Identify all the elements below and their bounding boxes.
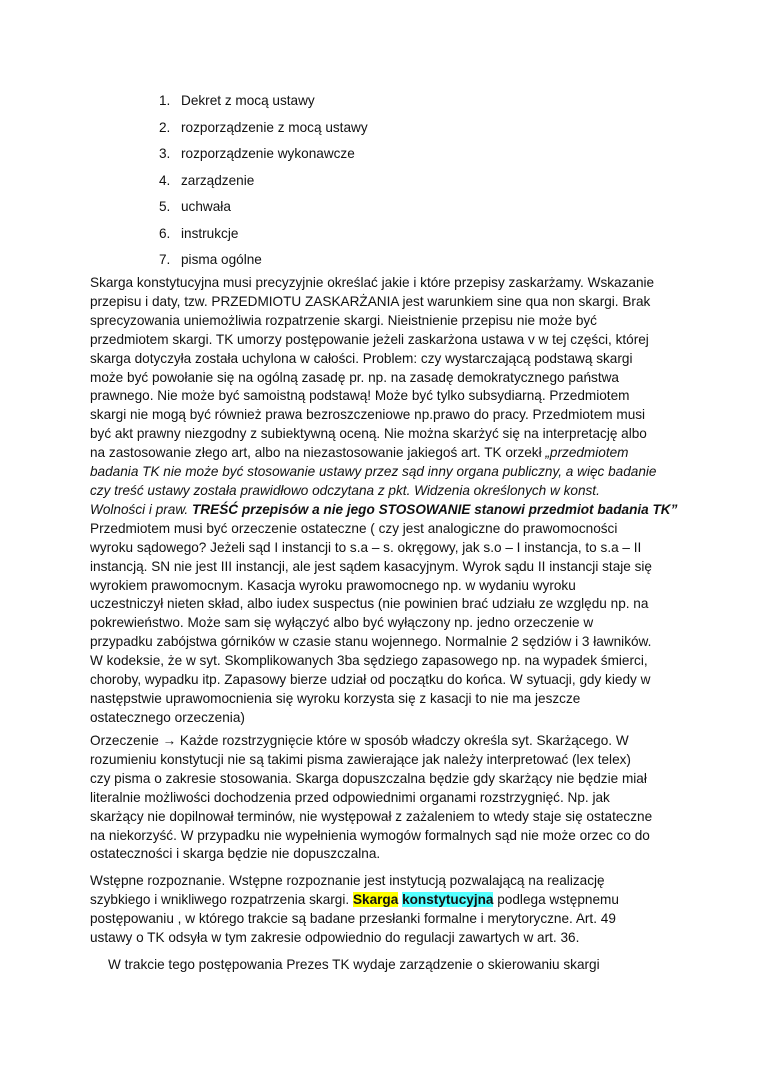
text-line: szybkiego i wnikliwego rozpatrzenia skargi. Skarga konstytucyjna podlega wstępnemu	[90, 891, 619, 907]
list-item: 4. zarządzenie	[159, 172, 255, 188]
paragraph-preliminary-review: Wstępne rozpoznanie. Wstępne rozpoznanie jest instytucją pozwalającą na realizację szybkiego i wnikliwego rozpatrzenia skargi. Skarga konstytucyjna podlega wstępnemu postępowaniu , w którego trakcie są badane przesłanki formalne i merytoryczne. Art. 49 ustawy o TK odsyła w tym zakresie odpowiednio do regulacji zawartych w art. 36.	[90, 872, 678, 948]
paragraph-procedure: W trakcie tego postępowania Prezes TK wydaje zarządzenie o skierowaniu skargi	[108, 957, 600, 972]
list-item: 5. uchwała	[159, 199, 231, 214]
list-item: 7. pisma ogólne	[159, 252, 262, 267]
text-line: Wolności i praw. TREŚĆ przepisów a nie jego STOSOWANIE stanowi przedmiot badania TK”	[90, 501, 678, 517]
list-item: 6. instrukcje	[159, 225, 239, 241]
highlight-yellow: Skarga	[352, 891, 399, 907]
list-item: 3. rozporządzenie wykonawcze	[159, 146, 355, 161]
numbered-list	[159, 88, 368, 274]
list-item: 2. rozporządzenie z mocą ustawy	[159, 119, 368, 135]
bold-italic-quote: TREŚĆ przepisów a nie jego STOSOWANIE stanowi przedmiot badania TK”	[192, 501, 678, 517]
text-line: na zastosowanie złego art, albo na niezastosowanie jakiegoś art. TK orzekł „przedmiotem	[90, 445, 629, 461]
highlight-cyan: konstytucyjna	[402, 891, 494, 907]
list-item: 1. Dekret z mocą ustawy	[159, 93, 315, 108]
paragraph-constitutional-complaint: Skarga konstytucyjna musi precyzyjnie określać jakie i które przepisy zaskarżamy. Wskazanie przepisu i daty, tzw. PRZEDMIOTU ZASKARŻANIA jest warunkiem sine qua non skargi. Brak sprecyzowania uniemożliwia rozpatrzenie skargi. Nieistnienie przepisu nie może być przedmiotem skargi. TK umorzy postępowanie jeżeli zaskarżona ustawa v w tej części, której skarga dotyczyła została uchylona w całości. Problem: czy wystarczającą podstawą skargi może być powołanie się na ogólną zasadę pr. np. na zasadę demokratycznego państwa prawnego. Nie może być samoistną podstawą! Może być tylko subsydiarną. Przedmiotem skargi nie mogą być również prawa bezroszczeniowe np.prawo do pracy. Przedmiotem musi być akt prawny niezgodny z subiektywną oceną. Nie można skarżyć się na interpretację albo na zastosowanie złego art, albo na niezastosowanie jakiegoś art. TK orzekł „przedmiotem badania TK nie może być stosowanie ustawy przez sąd inny organa publiczny, a więc badanie czy treść ustawy została prawidłowo odczytana z pkt. Widzenia określonych w konst. Wolności i praw. TREŚĆ przepisów a nie jego STOSOWANIE stanowi przedmiot badania TK” Przedmiotem musi być orzeczenie ostateczne ( czy jest analogiczne do prawomocności wyroku sądowego? Jeżeli sąd I instancji to s.a – s. okręgowy, jak s.o – I instancja, to s.a – II instancją. SN nie jest III instancji, ale jest sądem kasacyjnym. Wyrok sądu II instancji staje się wyrokiem prawomocnym. Kasacja wyroku prawomocnego np. w wydaniu wyroku uczestniczył nieten skład, albo iudex suspectus (nie powinien brać udziału ze względu np. na pokrewieństwo. Może sam się wyłączyć albo być wyłączony np. jedno orzeczenie w przypadku zabójstwa górników w czasie stanu wojennego. Normalnie 2 sędziów i 3 ławników. W kodeksie, że w syt. Skomplikowanych 3ba sędziego zapasowego np. na wypadek śmierci, choroby, wypadku itp. Zapasowy bierze udział od początku do końca. W sytuacji, gdy kiedy w następstwie uprawomocnienia się wyroku korzysta się z kasacji to nie ma jeszcze ostatecznego orzeczenia)	[90, 275, 678, 725]
paragraph-ruling: Orzeczenie → Każde rozstrzygnięcie które w sposób władczy określa syt. Skarżącego. W rozumieniu konstytucji nie są takimi pisma zawierające jak należy interpretować (lex telex) czy pisma o zakresie stosowania. Skarga dopuszczalna będzie gdy skarżący nie będzie miał literalnie możliwości dochodzenia przed odpowiednimi organami rozstrzygnięć. Np. jak skarżący nie dopilnował terminów, nie występował z zażaleniem to wtedy staje się ostateczne na niekorzyść. W przypadku nie wypełnienia wymogów formalnych sąd nie może orzec co do ostateczności i skarga będzie nie dopuszczalna.	[90, 733, 653, 862]
